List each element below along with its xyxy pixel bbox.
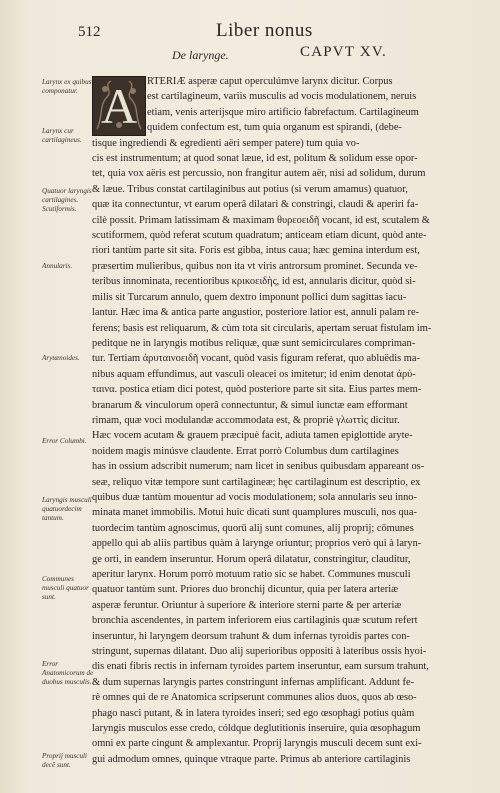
text-line: quæ ita connectuntur, vt earum operâ dilatari & constringi, claudi & aperiri fa- <box>92 199 419 211</box>
text-line: phago nasci putant, & in latera tyroides inseri; sed ego œsophagi potius quàm <box>92 707 415 719</box>
text-line: branarum & vinculorum operâ connectuntur, & simul iunctæ eam efformant <box>92 399 408 411</box>
text-line: tur. Tertiam ἀρυταινοειδῆ vocant, quòd vasis figuram referat, quo abluëdis ma- <box>92 353 420 365</box>
running-title: Liber nonus <box>216 20 313 41</box>
chapter-title: CAPVT XV. <box>300 44 387 60</box>
text-line: rimam, quæ voci modulandæ accommodata est, & propriè γλωττὶς dicitur. <box>92 414 400 426</box>
text-line: tuordecim tantùm agnoscimus, quorū alij sunt comunes, alij proprij; cōmunes <box>92 522 414 534</box>
text-line: quidem confectum est, tum quia organum est spirandi, (debe- <box>147 122 402 134</box>
text-line: rè omnes qui de re Anatomica scripserunt communes alios duos, quos ab œso- <box>92 692 417 704</box>
text-line: has in ossium adscribit numerum; nam licet in senibus quibusdam appareant os- <box>92 461 425 473</box>
text-line: seæ, reliquo vitæ tempore sunt cartilagineæ; hęc cartilaginum est descriptio, ex <box>92 476 421 488</box>
text-line: laryngis musculos esse credo, cóldque deglutitionis inseruire, quia œsophagum <box>92 723 421 735</box>
section-title: De larynge. <box>172 48 229 62</box>
margin-note: Larynx cur cartilagineus. <box>42 127 82 144</box>
text-line: RTERIÆ asperæ caput operculúmve larynx dicitur. Corpus <box>147 76 393 87</box>
chapter-body-text <box>92 74 482 767</box>
margin-note: Annularis. <box>42 262 73 270</box>
page-number: 512 <box>78 24 101 40</box>
text-line: stringunt, supernas dilatant. Duo alij superioribus oppositi à lateribus ossis hyoi- <box>92 646 427 658</box>
text-line: peditque ne in laryngis motibus reliquæ, quæ sunt semicirculares compriman- <box>92 337 416 349</box>
margin-notes <box>0 0 94 793</box>
text-line: etiam, venis arterijsque miro artificio fabrefactum. Cartilagineum <box>147 106 419 118</box>
margin-note: Proprij musculi decē sunt. <box>42 752 88 769</box>
text-line: ferens; basis est reliquarum, & cùm tota sit circularis, apertam seruat fistulam im- <box>92 322 432 334</box>
margin-note: Error Columbi. <box>42 437 87 445</box>
text-line: tisque ingrediendi & egredienti aëri semper patere) tum quia vo- <box>92 137 360 149</box>
text-line: ge orti, in eandem inseruntur. Horum operâ dilatatur, constringitur, clauditur, <box>92 553 411 565</box>
text-line: Hæc vocem acutam & grauem præcipuè facit, adiuta tamen epiglottide aryte- <box>92 430 413 442</box>
margin-note: Laryngis musculi quatuordecim tantum. <box>42 496 92 522</box>
text-line: omni ex parte cingunt & amplexantur. Proprij laryngis musculi decem sunt exi- <box>92 738 422 750</box>
text-line: cilè possit. Primam latissimam & maximam θυρεοειδῆ vocant, id est, scutalem & <box>92 214 430 226</box>
text-line: tet, quia vox aëris est percussio, non frangitur autem aër, nisi ad solidum, durum <box>92 168 426 180</box>
text-line: & dum supernas laryngis partes constringunt infernas amplificant. Addunt fe- <box>92 676 415 688</box>
text-line: est cartilagineum, variis musculis ad vocis modulationem, neruis <box>147 91 417 103</box>
text-line: milis sit Turcarum annulo, quem dextro imponunt pollici dum sagittas iacu- <box>92 291 407 303</box>
text-line: appello qui ab aliis partibus quàm à larynge oriuntur; proprios verò qui à laryn- <box>92 538 422 550</box>
text-line: & læue. Tribus constat cartilaginibus aut potius (si verum amamus) quatuor, <box>92 183 408 195</box>
margin-note: Larynx ex quibus componatur. <box>42 78 92 95</box>
text-line: asperæ feruntur. Oriuntur à superiore & interiore sterni parte & per arteriæ <box>92 599 402 611</box>
text-line: riori tantùm parte sit sita. Foris est gibba, intus caua; hæc gemina interdum est, <box>92 245 420 257</box>
text-line: gui admodum omnes, quinque vtraque parte. Primus ab anteriore cartilaginis <box>92 753 411 765</box>
text-line: inseruntur, hi laryngem deorsum trahunt & dum infernas tyroidis partes con- <box>92 630 410 642</box>
text-line: cis est instrumentum; at quod sonat læue, id est, politum & solidum esse opor- <box>92 153 418 165</box>
text-line: præsertim mulieribus, quibus non ita vt viris antrorsum prominet. Secunda ve- <box>92 260 418 272</box>
margin-note: Communes musculi quatuor sunt. <box>42 575 89 601</box>
text-line: noidem magis minúsve claudente. Errat porrò Columbus dum cartilagines <box>92 445 399 457</box>
margin-note: Quatuor laryngis cartilagines. Scutiformis. <box>42 187 92 213</box>
margin-note: Error Anatomicorum de duobus musculis. <box>42 660 94 686</box>
text-line: teribus innominata, recentioribus κρικοειδὴς, id est, annularis dicitur, quòd si- <box>92 276 416 288</box>
text-line: nibus aquam effundimus, aut vasculi oleacei os imitetur; id enim denotat ἀρύ- <box>92 368 416 380</box>
text-line: quatuor tantùm sunt. Priores duo bronchij dicuntur, quia per latera arteriæ <box>92 584 399 596</box>
text-line: aperitur larynx. Horum porrò motuum ratio sic se habet. Communes musculi <box>92 569 411 580</box>
text-line: lantur. Hæc ima & antica parte angustior, posteriore latior est, annuli palam re- <box>92 307 420 319</box>
text-line: quibus duæ tantùm mouentur ad vocis modulationem; sola annularis seu inno- <box>92 491 417 503</box>
text-line: ταινα. postica etiam dici potest, quòd posteriore parte sit sita. Eius partes mem- <box>92 384 422 396</box>
margin-note: Arytænoides. <box>42 354 80 362</box>
text-line: scutiformem, quòd referat scutum quadratum; anticeam etiam dicunt, quòd ante- <box>92 230 427 242</box>
text-line: dis enati fibris rectis in infernam tyroides partem inseruntur, eam sursum trahunt, <box>92 661 429 673</box>
text-line: bronchia ascendentes, in partem inferiorem eius cartilaginis quæ scutum refert <box>92 615 418 627</box>
initial-letter: A <box>100 78 138 134</box>
text-line: minata manet immobilis. Motui huic dicati sunt quamplures musculi, nos qua- <box>92 507 417 519</box>
